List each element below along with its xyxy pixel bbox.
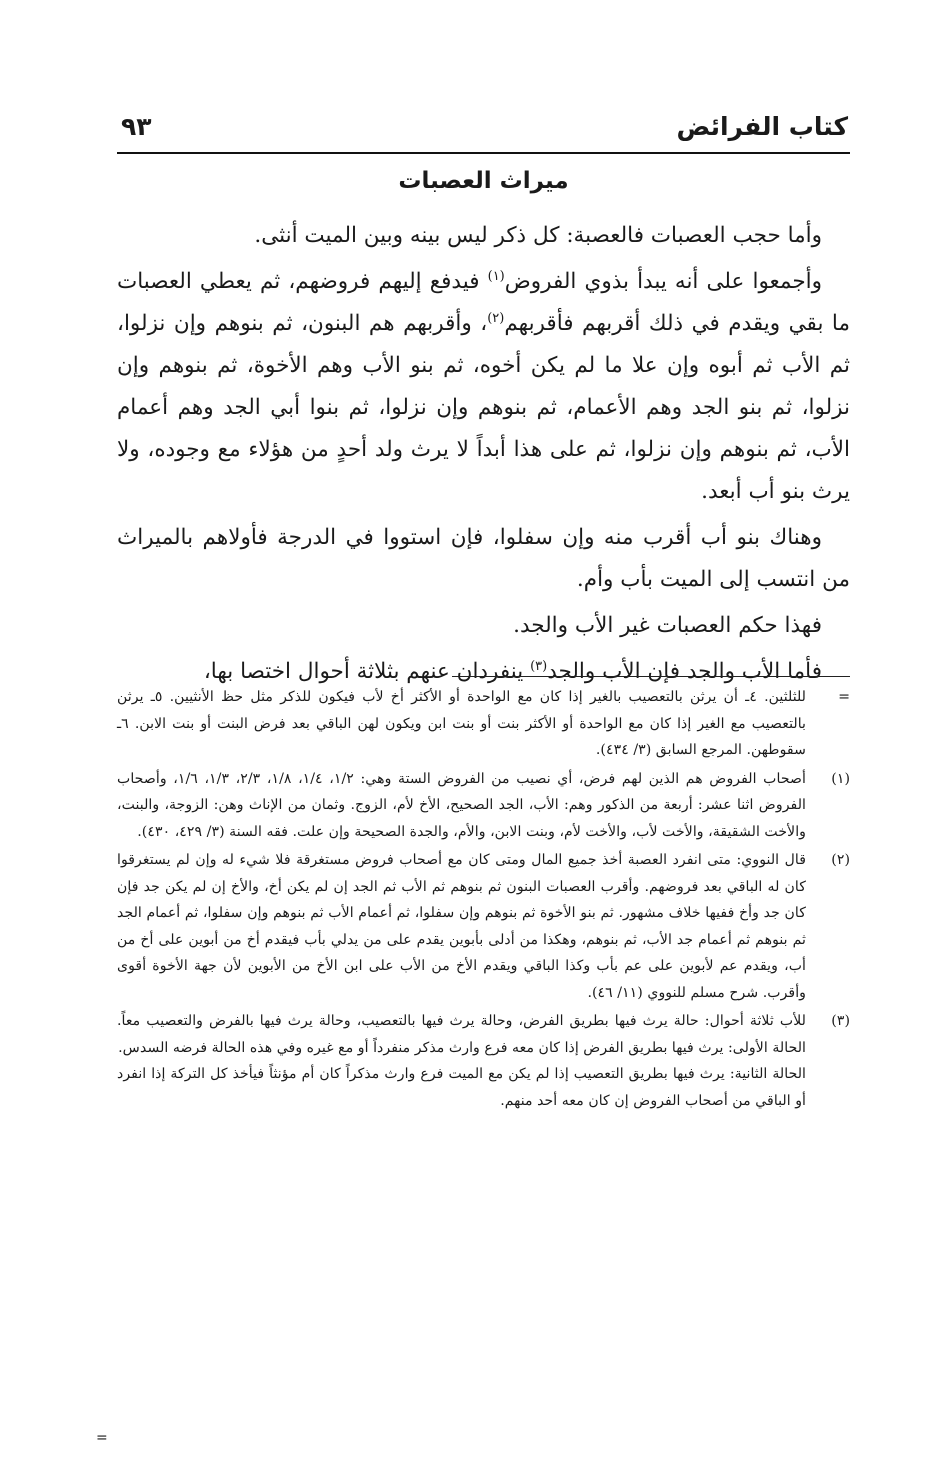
footnote-text: قال النووي: متى انفرد العصبة أخذ جميع المال ومتى كان مع أصحاب فروض مستغرقة فلا شيء له وإن لم يستغرقوا كان له الباقي بعد فروضهم. وأقرب العصبات البنون ثم بنوهم ثم الأب ثم الجد إن لم يكن أخ، والأخ إن لم يكن جد فإن كان جد وأخ ففيها خلاف مشهور. ثم بنو الأخوة ثم بنوهم وإن سفلوا، ثم أعمام الأب ثم بنوهم وإن سفلوا، ثم أعمام الجد ثم بنوهم ثم أعمام جد الأب، ثم بنوهم، وهكذا من أدلى بأبوين يقدم على من يدلي بأب فيقدم أخ من أبوين على أخ من أب، ويقدم عم لأبوين على عم بأب وكذا الباقي ويقدم الأخ من الأب على ابن الأخ من الأبوين لأن جهة الأخوة أقوى وأقرب. شرح مسلم للنووي (١١/ ٤٦).	[117, 852, 806, 1001]
continuation-mark: =	[838, 689, 850, 705]
footnote-ref[interactable]: (٣)	[530, 658, 548, 674]
footnote-continuation	[117, 684, 850, 764]
running-header	[117, 108, 850, 154]
footnotes	[117, 684, 850, 1116]
footnote-ref[interactable]: (١)	[487, 268, 505, 284]
chapter-title: كتاب الفرائض	[676, 112, 848, 141]
section-title: ميراث العصبات	[398, 168, 569, 194]
paragraph: فهذا حكم العصبات غير الأب والجد.	[513, 613, 822, 638]
text-run: ، وأقربهم هم البنون، ثم بنوهم وإن نزلوا، ثم الأب ثم أبوه وإن علا ما لم يكن أخوه، ثم بنو الأب وهم الأخوة، ثم بنوهم وإن نزلوا، ثم بنو الجد وهم الأعمام، ثم بنوهم وإن نزلوا، ثم بنوا أبي الجد وهم أعمام الأب، ثم بنوهم وإن نزلوا، ثم على هذا أبداً لا يرث ولد أحدٍ من هؤلاء مع وجوده، ولا يرث بنو أب أبعد.	[117, 311, 850, 504]
page-number: ٩٣	[121, 112, 152, 141]
footnote-number: (٣)	[831, 1013, 850, 1029]
text-run: فأما الأب والجد فإن الأب والجد	[547, 659, 822, 684]
footnote-text: للثلثين. ٤ـ أن يرثن بالتعصيب بالغير إذا كان مع الواحدة أو الأكثر أخ لأب فيكون للذكر مثل حظ الأنثيين. ٥ـ يرثن بالتعصيب مع الغير إذا كان مع الواحدة أو الأكثر بنت أو بنت ابن ويكون لهن الباقي بعد فرض البنت أو بنت الابن. ٦ـ سقوطهن. المرجع السابق (٣/ ٤٣٤).	[117, 689, 806, 758]
paragraph: وهناك بنو أب أقرب منه وإن سفلوا، فإن استووا في الدرجة فأولاهم بالميراث من انتسب إلى الميت بأب وأم.	[117, 525, 850, 592]
footnote-text: للأب ثلاثة أحوال: حالة يرث فيها بطريق الفرض، وحالة يرث فيها بالتعصيب، وحالة يرث فيها بالفرض والتعصيب معاً. الحالة الأولى: يرث فيها بطريق الفرض إذا كان معه فرع وارث مذكر منفرداً أو مع غيره وفي هذه الحالة فرضه السدس.	[117, 1013, 806, 1056]
footnote-number: (٢)	[831, 852, 850, 868]
text-run: فيدفع إليهم فروضهم، ثم يعطي العصبات ما بقي ويقدم في ذلك أقربهم فأقربهم	[117, 269, 850, 336]
footnote-text: أصحاب الفروض هم الذين لهم فرض، أي نصيب من الفروض الستة وهي: ١/٢، ١/٤، ١/٨، ٢/٣، ١/٣، ١/٦، وأصحاب الفروض اثنا عشر: أربعة من الذكور وهم: الأب، الجد الصحيح، الأخ لأم، الزوج. وثمان من الإناث وهن: الزوجة، والبنت، والأخت الشقيقة، والأخت لأب، والأخت لأم، وبنت الابن، والأم، والجدة الصحيحة وإن علت. فقه السنة (٣/ ٤٢٩، ٤٣٠).	[117, 770, 806, 840]
footnote-text-continued: الحالة الثانية: يرث فيها بطريق التعصيب إذا لم يكن مع الميت فرع وارث مذكراً كان أم مؤنثاً فيأخذ كل التركة إذا انفرد أو الباقي من أصحاب الفروض إن كان معه أحد منهم.	[117, 1066, 806, 1109]
footnote-number: (١)	[831, 770, 850, 787]
footnote-3	[117, 1008, 850, 1114]
text-run: ينفردان عنهم بثلاثة أحوال اختصا بها،	[203, 659, 524, 684]
footnote-separator	[452, 676, 850, 677]
footnote-2	[117, 847, 850, 1006]
main-text	[117, 215, 850, 697]
footnote-1	[117, 766, 850, 846]
paragraph: وأما حجب العصبات فالعصبة: كل ذكر ليس بينه وبين الميت أنثى.	[254, 223, 822, 248]
text-run: وأجمعوا على أنه يبدأ بذوي الفروض	[504, 269, 822, 294]
footnote-ref[interactable]: (٢)	[487, 310, 505, 326]
continued-mark: =	[96, 1430, 108, 1446]
paragraph	[117, 261, 850, 513]
